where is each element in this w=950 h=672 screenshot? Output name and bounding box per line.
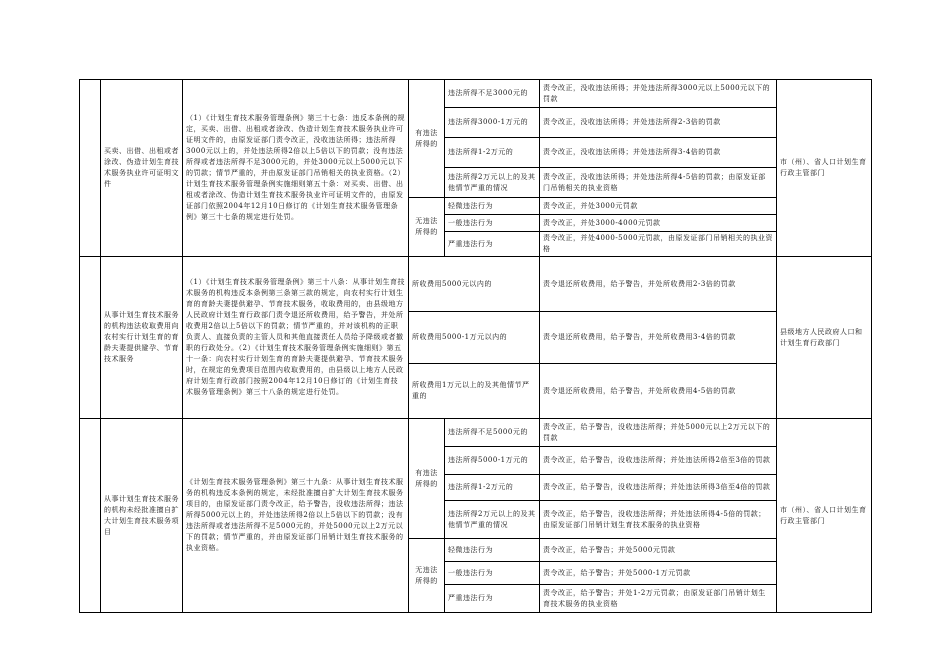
condition: 违法所得1-2万元的 <box>445 138 540 168</box>
penalty: 责令退还所收费用，给予警告，并处所收费用4-5倍的罚款 <box>540 364 777 419</box>
table-row <box>80 80 872 108</box>
legal-basis: 《计划生育技术服务管理条例》第三十九条：从事计划生育技术服务的机构违反本条例的规定，未经批准擅自扩大计划生育技术服务项目的，由原发证部门责令改正，给予警告，没收违法所得；违法所得5000元以上的，并处违法所得2倍以上5倍以下的罚款；没有违法所得或者违法所得不足5000元的，并处5000元以上2万元以下的罚款；情节严重的，并由原发证部门吊销计划生育技术服务的执业资格。 <box>183 419 409 613</box>
condition: 违法所得5000-1万元的 <box>445 447 540 475</box>
group-label: 无违法所得的 <box>409 198 445 257</box>
penalty: 责令改正，并处3000元罚款 <box>540 198 777 215</box>
index-cell <box>80 80 101 257</box>
enforcement-dept: 市（州）、省人口计划生育行政主管部门 <box>777 80 872 257</box>
condition: 轻微违法行为 <box>445 539 540 562</box>
penalty: 责令改正，给予警告，没收违法所得；并处5000元以上2万元以下的罚款 <box>540 419 777 447</box>
penalty: 责令改正，给予警告，没收违法所得；并处违法所得2倍至3倍的罚款 <box>540 447 777 475</box>
penalty: 责令改正，并处3000-4000元罚款 <box>540 215 777 232</box>
index-cell <box>80 257 101 419</box>
penalty: 责令改正，没收违法所得；并处违法所得2-3倍的罚款 <box>540 108 777 138</box>
enforcement-dept: 市（州）、省人口计划生育行政主管部门 <box>777 419 872 613</box>
condition: 违法所得2万元以上的及其他情节严重的情况 <box>445 168 540 198</box>
penalty: 责令改正，没收违法所得；并处违法所得4-5倍的罚款；由原发证部门吊销相关的执业资格 <box>540 168 777 198</box>
condition: 违法所得不足5000元的 <box>445 419 540 447</box>
penalty: 责令改正，给予警告；并处1-2万元罚款；由原发证部门吊销计划生育技术服务的执业资格 <box>540 585 777 613</box>
index-cell <box>80 419 101 613</box>
group-label: 有违法所得的 <box>409 419 445 539</box>
condition: 所收费用1万元以上的及其他情节严重的 <box>409 364 540 419</box>
condition: 违法所得2万元以上的及其他情节严重的情况 <box>445 501 540 539</box>
penalty: 责令退还所收费用，给予警告，并处所收费用3-4倍的罚款 <box>540 312 777 364</box>
condition: 一般违法行为 <box>445 215 540 232</box>
condition: 严重违法行为 <box>445 232 540 257</box>
penalty: 责令改正，给予警告；并处5000-1万元罚款 <box>540 562 777 585</box>
condition: 违法所得1-2万元的 <box>445 475 540 501</box>
violation-act: 从事计划生育技术服务的机构违法收取费用向农村实行计划生育的育龄夫妻提供避孕、节育技术服务 <box>101 257 183 419</box>
condition: 违法所得3000-1万元的 <box>445 108 540 138</box>
table-row <box>80 419 872 447</box>
penalty: 责令改正，给予警告，没收违法所得；并处违法所得3倍至4倍的罚款 <box>540 475 777 501</box>
condition: 严重违法行为 <box>445 585 540 613</box>
penalty: 责令改正，没收违法所得；并处违法所得3000元以上5000元以下的罚款 <box>540 80 777 108</box>
condition: 违法所得不足3000元的 <box>445 80 540 108</box>
table-row <box>80 257 872 312</box>
violation-act: 买卖、出借、出租或者涂改、伪造计划生育技术服务执业许可证明文件 <box>101 80 183 257</box>
penalty: 责令改正，并处4000-5000元罚款，由原发证部门吊销相关的执业资格 <box>540 232 777 257</box>
penalty: 责令改正，没收违法所得；并处违法所得3-4倍的罚款 <box>540 138 777 168</box>
penalty-standards-table <box>79 79 872 613</box>
legal-basis: （1）《计划生育技术服务管理条例》第三十七条：违反本条例的规定，买卖、出借、出租或者涂改、伪造计划生育技术服务执业许可证明文件的，由原发证部门责令改正，没收违法所得；违法所得3000元以上的，并处违法所得2倍以上5倍以下的罚款；没有违法所得或者违法所得不足3000元的，并处3000元以上5000元以下的罚款；情节严重的，并由原发证部门吊销相关的执业资格。（2）计划生育技术服务管理条例实施细则第五十条：对买卖、出借、出租或者涂改、伪造计划生育技术服务执业许可证明文件的，由原发证部门依照2004年12月10日修订的《计划生育技术服务管理条例》第三十七条的规定进行处罚。 <box>183 80 409 257</box>
condition: 所收费用5000-1万元以内的 <box>409 312 540 364</box>
penalty: 责令退还所收费用，给予警告，并处所收费用2-3倍的罚款 <box>540 257 777 312</box>
penalty: 责令改正，给予警告，没收违法所得；并处违法所得4-5倍的罚款；由原发证部门吊销计划生育技术服务的执业资格 <box>540 501 777 539</box>
group-label: 无违法所得的 <box>409 539 445 613</box>
condition: 轻微违法行为 <box>445 198 540 215</box>
group-label: 有违法所得的 <box>409 80 445 198</box>
enforcement-dept: 县级地方人民政府人口和计划生育行政部门 <box>777 257 872 419</box>
penalty: 责令改正，给予警告；并处5000元罚款 <box>540 539 777 562</box>
condition: 所收费用5000元以内的 <box>409 257 540 312</box>
legal-basis: （1）《计划生育技术服务管理条例》第三十八条：从事计划生育技术服务的机构违反本条例第三条第三款的规定，向农村实行计划生育的育龄夫妻提供避孕、节育技术服务，收取费用的，由县级地方人民政府计划生育行政部门责令退还所收费用，给予警告，并处所收费用2倍以上5倍以下的罚款；情节严重的，并对该机构的正职负责人、直接负责的主管人员和其他直接责任人员给予降级或者撤职的行政处分。（2）《计划生育技术服务管理条例实施细则》第五十一条：向农村实行计划生育的育龄夫妻提供避孕、节育技术服务时，在规定的免费项目范围内收取费用的，由县级以上地方人民政府计划生育行政部门按照2004年12月10日修订的《计划生育技术服务管理条例》第三十八条的规定进行处罚。 <box>183 257 409 419</box>
condition: 一般违法行为 <box>445 562 540 585</box>
violation-act: 从事计划生育技术服务的机构未经批准擅自扩大计划生育技术服务项目 <box>101 419 183 613</box>
